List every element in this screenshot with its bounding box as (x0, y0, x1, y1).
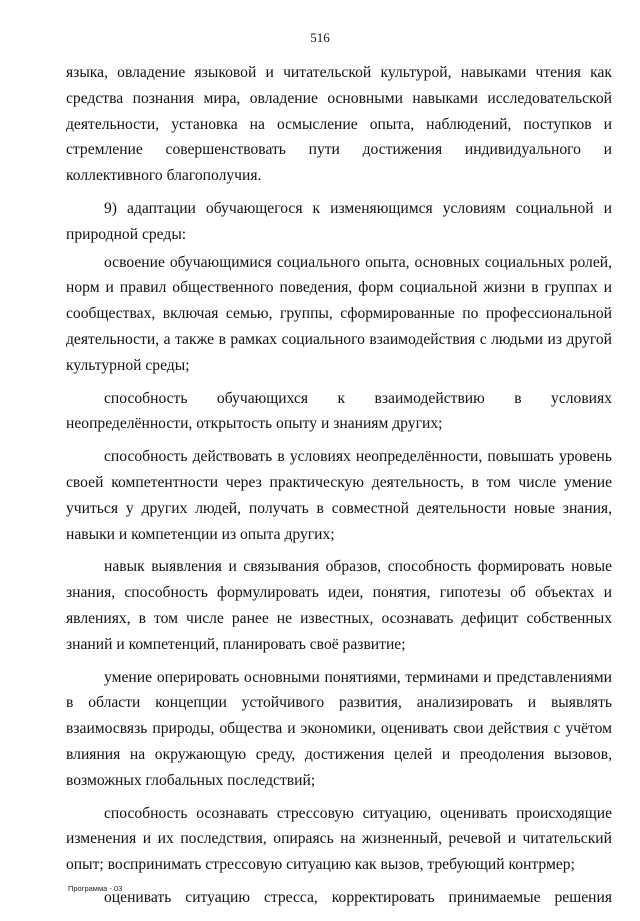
paragraph-6: навык выявления и связывания образов, способность формировать новые знания, способность формулировать идеи, понятия, гипотезы об объектах и явлениях, в том числе ранее не известных, осознавать дефицит собственных знаний и компетенций, планировать своё развитие; (66, 558, 612, 653)
paragraph-8: способность осознавать стрессовую ситуацию, оценивать происходящие изменения и их последствия, опираясь на жизненный, речевой и читательский опыт; воспринимать стрессовую ситуацию как вызов, требующий контрмер; (66, 804, 612, 874)
paragraph-9: оценивать ситуацию стресса, корректировать принимаемые решения (104, 888, 612, 906)
page-number: 516 (310, 30, 330, 45)
paragraph-2: 9) адаптации обучающегося к изменяющимся условиям социальной и природной среды: (66, 199, 612, 243)
paragraph-5: способность действовать в условиях неопределённости, повышать уровень своей компетентности через практическую деятельность, в том числе умение учиться у других людей, получать в совместной деятельности новые знания, навыки и компетенции из опыта других; (66, 448, 612, 543)
paragraph-1: языка, овладение языковой и читательской культурой, навыками чтения как средства познания мира, овладение основными навыками исследовательской деятельности, установка на осмысление опыта, наблюдений, поступков и стремление совершенствовать пути достижения индивидуального и коллективного благополучия. (66, 64, 612, 185)
footer-label: Программа - 03 (68, 884, 123, 893)
paragraph-4: способность обучающихся к взаимодействию в условиях неопределённости, открытость опыту и знаниям других; (66, 389, 612, 433)
document-body (66, 60, 612, 911)
paragraph-3: освоение обучающимися социального опыта, основных социальных ролей, норм и правил общественного поведения, форм социальной жизни в группах и сообществах, включая семью, группы, сформированные по профессиональной деятельности, а также в рамках социального взаимодействия с людьми из другой культурной среды; (66, 253, 612, 374)
paragraph-7: умение оперировать основными понятиями, терминами и представлениями в области концепции устойчивого развития, анализировать и выявлять взаимосвязь природы, общества и экономики, оценивать свои действия с учётом влияния на окружающую среду, достижения целей и преодоления вызовов, возможных глобальных последствий; (66, 668, 612, 789)
